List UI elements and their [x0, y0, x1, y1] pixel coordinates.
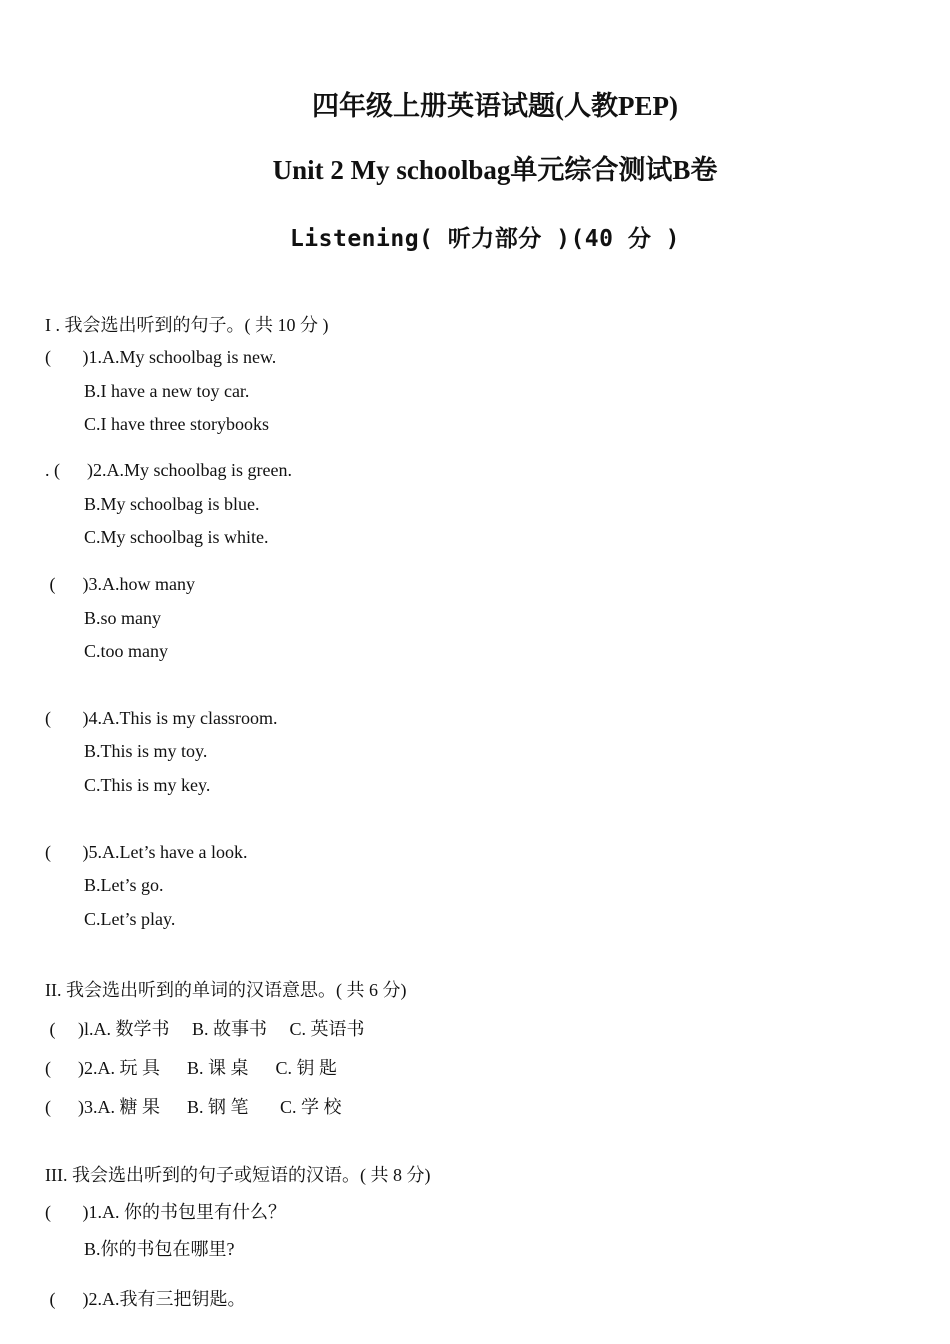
listening-heading: Listening( 听力部分 )(40 分 ) — [289, 226, 681, 252]
document-title: 四年级上册英语试题(人教PEP) — [312, 91, 678, 121]
part1-q1-stem: ( )1.A.My schoolbag is new. — [45, 347, 277, 367]
part1-q3-option-b: B.so many — [84, 608, 162, 628]
part1-q3-stem: ( )3.A.how many — [45, 574, 195, 594]
part1-q2-option-c: C.My schoolbag is white. — [84, 527, 269, 547]
part1-q2-stem: . ( )2.A.My schoolbag is green. — [45, 460, 292, 480]
part1-q4-stem: ( )4.A.This is my classroom. — [45, 708, 278, 728]
part1-q1-option-c: C.I have three storybooks — [84, 414, 269, 434]
part1-q4-option-b: B.This is my toy. — [84, 741, 208, 761]
part1-q5-option-b: B.Let’s go. — [84, 875, 164, 895]
part1-q5-stem: ( )5.A.Let’s have a look. — [45, 842, 248, 862]
part2-heading: II. 我会选出听到的单词的汉语意思。( 共 6 分) — [45, 980, 407, 1000]
part3-q1-stem: ( )1.A. 你的书包里有什么？ — [45, 1202, 286, 1222]
part1-q5-option-c: C.Let’s play. — [84, 909, 176, 929]
document-subtitle: Unit 2 My schoolbag单元综合测试B卷 — [272, 155, 718, 185]
part3-heading: III. 我会选出听到的句子或短语的汉语。( 共 8 分) — [45, 1165, 431, 1185]
part3-q1-option-b: B.你的书包在哪里? — [84, 1239, 235, 1259]
part1-q2-option-b: B.My schoolbag is blue. — [84, 494, 260, 514]
part3-q2-stem: ( )2.A.我有三把钥匙。 — [45, 1289, 246, 1309]
part1-q4-option-c: C.This is my key. — [84, 775, 211, 795]
part2-q3: ( )3.A. 糖 果 B. 钢 笔 C. 学 校 — [45, 1097, 342, 1117]
part1-heading: I . 我会选出听到的句子。( 共 10 分 ) — [45, 315, 329, 335]
part2-q1: ( )l.A. 数学书 B. 故事书 C. 英语书 — [45, 1019, 365, 1039]
part1-q3-option-c: C.too many — [84, 641, 168, 661]
part2-q2: ( )2.A. 玩 具 B. 课 桌 C. 钥 匙 — [45, 1058, 337, 1078]
part1-q1-option-b: B.I have a new toy car. — [84, 381, 250, 401]
